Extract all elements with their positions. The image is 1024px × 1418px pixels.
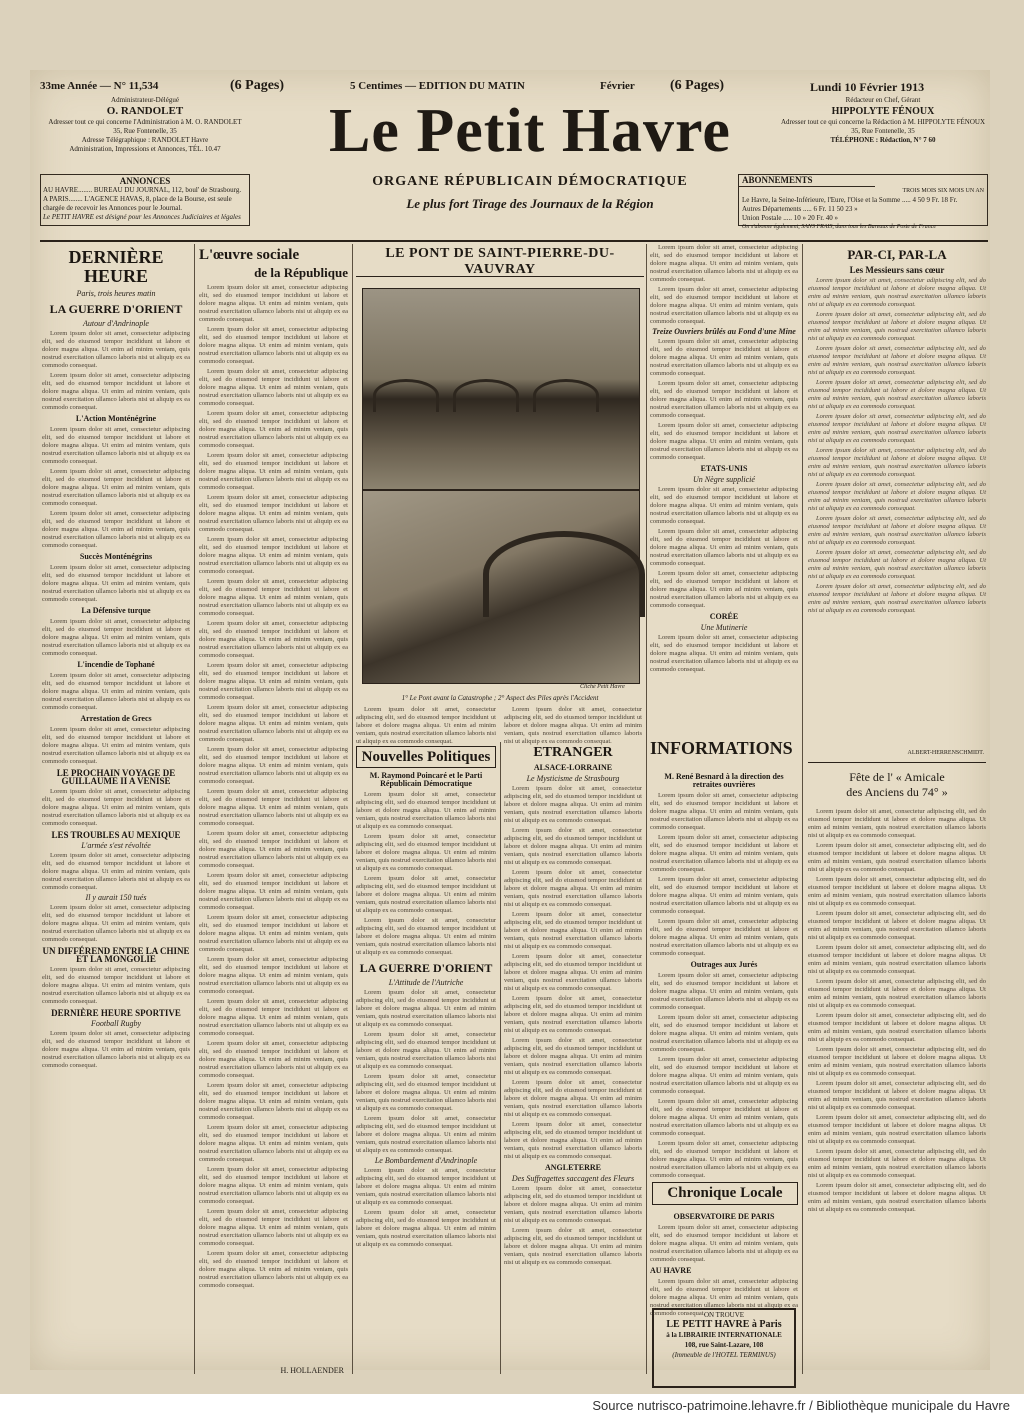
article-text: Lorem ipsum dolor sit amet, consectetur adipiscing elit, sed do eiusmod tempor incididunt ut labore et dolore magna aliqua. Ut enim ad minim veniam, quis nostrud exercitation ullamco laboris nisi ut aliquip ex ea commodo consequat. xyxy=(199,284,348,323)
article-text: Lorem ipsum dolor sit amet, consectetur adipiscing elit, sed do eiusmod tempor incididunt ut labore et dolore magna aliqua. Ut enim ad minim veniam, quis nostrud exercitation ullamco laboris nisi ut aliquip ex ea commodo consequat. xyxy=(42,510,190,549)
article-text: Lorem ipsum dolor sit amet, consectetur adipiscing elit, sed do eiusmod tempor incididunt ut labore et dolore magna aliqua. Ut enim ad minim veniam, quis nostrud exercitation ullamco laboris nisi ut aliquip ex ea commodo consequat. xyxy=(650,286,798,325)
article-subtitle: Autour d'Andrinople xyxy=(83,319,149,328)
admin-line: Adresser tout ce qui concerne l'Administration à M. O. RANDOLET xyxy=(48,118,242,126)
redaction-phone: TÉLÉPHONE : Rédaction, N° 7 60 xyxy=(830,136,936,144)
section-header: ETRANGER xyxy=(533,745,613,760)
article-text: Lorem ipsum dolor sit amet, consectetur adipiscing elit, sed do eiusmod tempor incididunt ut labore et dolore magna aliqua. Ut enim ad minim veniam, quis nostrud exercitation ullamco laboris nisi ut aliquip ex ea commodo consequat. xyxy=(650,422,798,461)
redaction-role: Rédacteur en Chef, Gérant xyxy=(845,96,921,104)
article-subtitle: Arrestation de Grecs xyxy=(80,714,152,723)
bridge-photo-after xyxy=(362,490,640,684)
column-informations xyxy=(650,770,798,1180)
article-text: Lorem ipsum dolor sit amet, consectetur adipiscing elit, sed do eiusmod tempor incididunt ut labore et dolore magna aliqua. Ut enim ad minim veniam, quis nostrud exercitation ullamco laboris nisi ut aliquip ex ea commodo consequat. xyxy=(199,830,348,869)
annonces-header: ANNONCES xyxy=(119,176,171,186)
column-derniere-heure xyxy=(42,244,190,1379)
redaction-line: 35, Rue Fontenelle, 35 xyxy=(851,127,915,135)
column-par-ci-par-la xyxy=(808,244,986,744)
article-text: Lorem ipsum dolor sit amet, consectetur adipiscing elit, sed do eiusmod tempor incididunt ut labore et dolore magna aliqua. Ut enim ad minim veniam, quis nostrud exercitation ullamco laboris nisi ut aliquip ex ea commodo consequat. xyxy=(504,911,642,950)
masthead-rule xyxy=(40,240,988,242)
bridge-text-right xyxy=(504,706,642,745)
article-text: Lorem ipsum dolor sit amet, consectetur adipiscing elit, sed do eiusmod tempor incididunt ut labore et dolore magna aliqua. Ut enim ad minim veniam, quis nostrud exercitation ullamco laboris nisi ut aliquip ex ea commodo consequat. xyxy=(650,1098,798,1137)
column-amicale xyxy=(808,808,986,1374)
article-text: Lorem ipsum dolor sit amet, consectetur adipiscing elit, sed do eiusmod tempor incididunt ut labore et dolore magna aliqua. Ut enim ad minim veniam, quis nostrud exercitation ullamco laboris nisi ut aliquip ex ea commodo consequat. xyxy=(808,1080,986,1111)
article-title: CORÉE xyxy=(709,612,739,621)
article-text: Lorem ipsum dolor sit amet, consectetur adipiscing elit, sed do eiusmod tempor incididunt ut labore et dolore magna aliqua. Ut enim ad minim veniam, quis nostrud exercitation ullamco laboris nisi ut aliquip ex ea commodo consequat. xyxy=(650,244,798,283)
photo-caption: 1° Le Pont avant la Catastrophe ; 2° Aspect des Piles après l'Accident xyxy=(401,694,599,702)
article-text: Lorem ipsum dolor sit amet, consectetur adipiscing elit, sed do eiusmod tempor incididunt ut labore et dolore magna aliqua. Ut enim ad minim veniam, quis nostrud exercitation ullamco laboris nisi ut aliquip ex ea commodo consequat. xyxy=(504,1121,642,1160)
section-rule xyxy=(808,762,986,763)
article-text: Lorem ipsum dolor sit amet, consectetur adipiscing elit, sed do eiusmod tempor incididunt ut labore et dolore magna aliqua. Ut enim ad minim veniam, quis nostrud exercitation ullamco laboris nisi ut aliquip ex ea commodo consequat. xyxy=(504,1185,642,1224)
article-subtitle: L'armée s'est révoltée xyxy=(81,841,151,850)
article-subtitle: Le Bombardement d'Andrinople xyxy=(374,1156,478,1165)
article-text: Lorem ipsum dolor sit amet, consectetur adipiscing elit, sed do eiusmod tempor incididunt ut labore et dolore magna aliqua. Ut enim ad minim veniam, quis nostrud exercitation ullamco laboris nisi ut aliquip ex ea commodo consequat. xyxy=(199,1124,348,1163)
administration-box xyxy=(40,96,250,154)
article-text: Lorem ipsum dolor sit amet, consectetur adipiscing elit, sed do eiusmod tempor incididunt ut labore et dolore magna aliqua. Ut enim ad minim veniam, quis nostrud exercitation ullamco laboris nisi ut aliquip ex ea commodo consequat. xyxy=(199,620,348,659)
article-text: Lorem ipsum dolor sit amet, consectetur adipiscing elit, sed do eiusmod tempor incididunt ut labore et dolore magna aliqua. Ut enim ad minim veniam, quis nostrud exercitation ullamco laboris nisi ut aliquip ex ea commodo consequat. xyxy=(42,672,190,711)
article-text: Lorem ipsum dolor sit amet, consectetur adipiscing elit, sed do eiusmod tempor incididunt ut labore et dolore magna aliqua. Ut enim ad minim veniam, quis nostrud exercitation ullamco laboris nisi ut aliquip ex ea commodo consequat. xyxy=(356,989,496,1028)
article-subtitle: Succès Monténégrins xyxy=(79,552,153,561)
article-text: Lorem ipsum dolor sit amet, consectetur adipiscing elit, sed do eiusmod tempor incididunt ut labore et dolore magna aliqua. Ut enim ad minim veniam, quis nostrud exercitation ullamco laboris nisi ut aliquip ex ea commodo consequat. xyxy=(42,564,190,603)
masthead xyxy=(40,96,988,246)
annonces-note: Le PETIT HAVRE est désigné pour les Annonces Judiciaires et légales xyxy=(43,213,241,221)
article-text: Lorem ipsum dolor sit amet, consectetur adipiscing elit, sed do eiusmod tempor incididunt ut labore et dolore magna aliqua. Ut enim ad minim veniam, quis nostrud exercitation ullamco laboris nisi ut aliquip ex ea commodo consequat. xyxy=(808,311,986,342)
abonnements-cols: TROIS MOIS SIX MOIS UN AN xyxy=(902,188,984,194)
article-text: Lorem ipsum dolor sit amet, consectetur adipiscing elit, sed do eiusmod tempor incididunt ut labore et dolore magna aliqua. Ut enim ad minim veniam, quis nostrud exercitation ullamco laboris nisi ut aliquip ex ea commodo consequat. xyxy=(356,706,496,745)
article-text: Lorem ipsum dolor sit amet, consectetur adipiscing elit, sed do eiusmod tempor incididunt ut labore et dolore magna aliqua. Ut enim ad minim veniam, quis nostrud exercitation ullamco laboris nisi ut aliquip ex ea commodo consequat. xyxy=(199,1250,348,1289)
abonnements-note: On s'abonne également, SANS FRAIS, dans tous les Bureaux de Poste de France xyxy=(742,224,937,230)
article-text: Lorem ipsum dolor sit amet, consectetur adipiscing elit, sed do eiusmod tempor incididunt ut labore et dolore magna aliqua. Ut enim ad minim veniam, quis nostrud exercitation ullamco laboris nisi ut aliquip ex ea commodo consequat. xyxy=(199,914,348,953)
article-text: Lorem ipsum dolor sit amet, consectetur adipiscing elit, sed do eiusmod tempor incididunt ut labore et dolore magna aliqua. Ut enim ad minim veniam, quis nostrud exercitation ullamco laboris nisi ut aliquip ex ea commodo consequat. xyxy=(808,842,986,873)
article-title: LES TROUBLES AU MEXIQUE xyxy=(51,830,181,840)
article-text: Lorem ipsum dolor sit amet, consectetur adipiscing elit, sed do eiusmod tempor incididunt ut labore et dolore magna aliqua. Ut enim ad minim veniam, quis nostrud exercitation ullamco laboris nisi ut aliquip ex ea commodo consequat. xyxy=(199,494,348,533)
article-text: Lorem ipsum dolor sit amet, consectetur adipiscing elit, sed do eiusmod tempor incididunt ut labore et dolore magna aliqua. Ut enim ad minim veniam, quis nostrud exercitation ullamco laboris nisi ut aliquip ex ea commodo consequat. xyxy=(650,380,798,419)
article-text: Lorem ipsum dolor sit amet, consectetur adipiscing elit, sed do eiusmod tempor incididunt ut labore et dolore magna aliqua. Ut enim ad minim veniam, quis nostrud exercitation ullamco laboris nisi ut aliquip ex ea commodo consequat. xyxy=(808,910,986,941)
on-trouve-title: LE PETIT HAVRE à Paris xyxy=(666,1319,782,1330)
section-header: DERNIÈRE HEURE xyxy=(68,247,164,286)
admin-name: O. RANDOLET xyxy=(106,105,184,117)
column-rule xyxy=(352,244,353,1374)
article-title: OBSERVATOIRE DE PARIS xyxy=(673,1212,775,1221)
on-trouve-label: ON TROUVE xyxy=(703,1311,745,1319)
article-text: Lorem ipsum dolor sit amet, consectetur adipiscing elit, sed do eiusmod tempor incididunt ut labore et dolore magna aliqua. Ut enim ad minim veniam, quis nostrud exercitation ullamco laboris nisi ut aliquip ex ea commodo consequat. xyxy=(42,966,190,1005)
article-text: Lorem ipsum dolor sit amet, consectetur adipiscing elit, sed do eiusmod tempor incididunt ut labore et dolore magna aliqua. Ut enim ad minim veniam, quis nostrud exercitation ullamco laboris nisi ut aliquip ex ea commodo consequat. xyxy=(808,1046,986,1077)
article-text: Lorem ipsum dolor sit amet, consectetur adipiscing elit, sed do eiusmod tempor incididunt ut labore et dolore magna aliqua. Ut enim ad minim veniam, quis nostrud exercitation ullamco laboris nisi ut aliquip ex ea commodo consequat. xyxy=(42,330,190,369)
admin-line: Adresse Télégraphique : RANDOLET Havre xyxy=(81,136,209,144)
article-text: Lorem ipsum dolor sit amet, consectetur adipiscing elit, sed do eiusmod tempor incididunt ut labore et dolore magna aliqua. Ut enim ad minim veniam, quis nostrud exercitation ullamco laboris nisi ut aliquip ex ea commodo consequat. xyxy=(808,876,986,907)
article-text: Lorem ipsum dolor sit amet, consectetur adipiscing elit, sed do eiusmod tempor incididunt ut labore et dolore magna aliqua. Ut enim ad minim veniam, quis nostrud exercitation ullamco laboris nisi ut aliquip ex ea commodo consequat. xyxy=(650,1278,798,1317)
article-text: Lorem ipsum dolor sit amet, consectetur adipiscing elit, sed do eiusmod tempor incididunt ut labore et dolore magna aliqua. Ut enim ad minim veniam, quis nostrud exercitation ullamco laboris nisi ut aliquip ex ea commodo consequat. xyxy=(808,808,986,839)
article-title: M. René Besnard à la direction des retraites ouvrières xyxy=(664,772,784,789)
article-text: Lorem ipsum dolor sit amet, consectetur adipiscing elit, sed do eiusmod tempor incididunt ut labore et dolore magna aliqua. Ut enim ad minim veniam, quis nostrud exercitation ullamco laboris nisi ut aliquip ex ea commodo consequat. xyxy=(650,972,798,1011)
article-subtitle: Il y aurait 150 tués xyxy=(85,893,147,902)
article-text: Lorem ipsum dolor sit amet, consectetur adipiscing elit, sed do eiusmod tempor incididunt ut labore et dolore magna aliqua. Ut enim ad minim veniam, quis nostrud exercitation ullamco laboris nisi ut aliquip ex ea commodo consequat. xyxy=(808,481,986,512)
newspaper-subtitle: ORGANE RÉPUBLICAIN DÉMOCRATIQUE xyxy=(372,174,688,189)
article-subtitle: AU HAVRE xyxy=(650,1266,692,1275)
on-trouve-immeuble: (Immeuble de l'HOTEL TERMINUS) xyxy=(672,1351,776,1359)
article-text: Lorem ipsum dolor sit amet, consectetur adipiscing elit, sed do eiusmod tempor incididunt ut labore et dolore magna aliqua. Ut enim ad minim veniam, quis nostrud exercitation ullamco laboris nisi ut aliquip ex ea commodo consequat. xyxy=(650,1140,798,1179)
price: 5 Centimes — EDITION DU MATIN xyxy=(350,80,525,92)
abonnements-box xyxy=(738,174,988,230)
fete-title xyxy=(812,770,982,800)
article-title: ETATS-UNIS xyxy=(700,464,748,473)
article-text: Lorem ipsum dolor sit amet, consectetur adipiscing elit, sed do eiusmod tempor incididunt ut labore et dolore magna aliqua. Ut enim ad minim veniam, quis nostrud exercitation ullamco laboris nisi ut aliquip ex ea commodo consequat. xyxy=(808,978,986,1009)
article-title: L'œuvre sociale xyxy=(199,247,300,263)
article-subtitle: L'Attitude de l'Autriche xyxy=(388,978,464,987)
admin-role: Administrateur-Délégué xyxy=(111,96,179,104)
article-text: Lorem ipsum dolor sit amet, consectetur adipiscing elit, sed do eiusmod tempor incididunt ut labore et dolore magna aliqua. Ut enim ad minim veniam, quis nostrud exercitation ullamco laboris nisi ut aliquip ex ea commodo consequat. xyxy=(808,1114,986,1145)
article-text: Lorem ipsum dolor sit amet, consectetur adipiscing elit, sed do eiusmod tempor incididunt ut labore et dolore magna aliqua. Ut enim ad minim veniam, quis nostrud exercitation ullamco laboris nisi ut aliquip ex ea commodo consequat. xyxy=(356,1167,496,1206)
pages-count-right: (6 Pages) xyxy=(670,78,725,93)
informations-header: INFORMATIONS xyxy=(650,738,793,758)
article-text: Lorem ipsum dolor sit amet, consectetur adipiscing elit, sed do eiusmod tempor incididunt ut labore et dolore magna aliqua. Ut enim ad minim veniam, quis nostrud exercitation ullamco laboris nisi ut aliquip ex ea commodo consequat. xyxy=(504,953,642,992)
article-text: Lorem ipsum dolor sit amet, consectetur adipiscing elit, sed do eiusmod tempor incididunt ut labore et dolore magna aliqua. Ut enim ad minim veniam, quis nostrud exercitation ullamco laboris nisi ut aliquip ex ea commodo consequat. xyxy=(356,791,496,830)
article-subtitle: Un Nègre supplicié xyxy=(693,475,755,484)
article-title: LA GUERRE D'ORIENT xyxy=(359,961,493,975)
article-title: Outrages aux Jurés xyxy=(690,960,758,969)
article-text: Lorem ipsum dolor sit amet, consectetur adipiscing elit, sed do eiusmod tempor incididunt ut labore et dolore magna aliqua. Ut enim ad minim veniam, quis nostrud exercitation ullamco laboris nisi ut aliquip ex ea commodo consequat. xyxy=(650,1014,798,1053)
article-text: Lorem ipsum dolor sit amet, consectetur adipiscing elit, sed do eiusmod tempor incididunt ut labore et dolore magna aliqua. Ut enim ad minim veniam, quis nostrud exercitation ullamco laboris nisi ut aliquip ex ea commodo consequat. xyxy=(650,634,798,673)
article-title: ANGLETERRE xyxy=(544,1163,601,1172)
newspaper-title: Le Petit Havre xyxy=(329,97,731,165)
article-text: Lorem ipsum dolor sit amet, consectetur adipiscing elit, sed do eiusmod tempor incididunt ut labore et dolore magna aliqua. Ut enim ad minim veniam, quis nostrud exercitation ullamco laboris nisi ut aliquip ex ea commodo consequat. xyxy=(199,956,348,995)
bridge-photo-before xyxy=(362,288,640,490)
bridge-arch xyxy=(533,379,599,412)
annonces-box xyxy=(40,174,250,226)
month: Février xyxy=(600,80,635,92)
article-text: Lorem ipsum dolor sit amet, consectetur adipiscing elit, sed do eiusmod tempor incididunt ut labore et dolore magna aliqua. Ut enim ad minim veniam, quis nostrud exercitation ullamco laboris nisi ut aliquip ex ea commodo consequat. xyxy=(650,570,798,609)
article-text: Lorem ipsum dolor sit amet, consectetur adipiscing elit, sed do eiusmod tempor incididunt ut labore et dolore magna aliqua. Ut enim ad minim veniam, quis nostrud exercitation ullamco laboris nisi ut aliquip ex ea commodo consequat. xyxy=(808,549,986,580)
article-text: Lorem ipsum dolor sit amet, consectetur adipiscing elit, sed do eiusmod tempor incididunt ut labore et dolore magna aliqua. Ut enim ad minim veniam, quis nostrud exercitation ullamco laboris nisi ut aliquip ex ea commodo consequat. xyxy=(199,1166,348,1205)
column-rule xyxy=(802,244,803,1374)
article-text: Lorem ipsum dolor sit amet, consectetur adipiscing elit, sed do eiusmod tempor incididunt ut labore et dolore magna aliqua. Ut enim ad minim veniam, quis nostrud exercitation ullamco laboris nisi ut aliquip ex ea commodo consequat. xyxy=(504,995,642,1034)
article-text: Lorem ipsum dolor sit amet, consectetur adipiscing elit, sed do eiusmod tempor incididunt ut labore et dolore magna aliqua. Ut enim ad minim veniam, quis nostrud exercitation ullamco laboris nisi ut aliquip ex ea commodo consequat. xyxy=(199,1040,348,1079)
column-rule xyxy=(500,742,501,1374)
article-text: Lorem ipsum dolor sit amet, consectetur adipiscing elit, sed do eiusmod tempor incididunt ut labore et dolore magna aliqua. Ut enim ad minim veniam, quis nostrud exercitation ullamco laboris nisi ut aliquip ex ea commodo consequat. xyxy=(199,704,348,743)
article-text: Lorem ipsum dolor sit amet, consectetur adipiscing elit, sed do eiusmod tempor incididunt ut labore et dolore magna aliqua. Ut enim ad minim veniam, quis nostrud exercitation ullamco laboris nisi ut aliquip ex ea commodo consequat. xyxy=(808,345,986,376)
article-title: LA GUERRE D'ORIENT xyxy=(49,302,183,316)
photo-credit: Cliché Petit Havre xyxy=(580,684,625,690)
article-text: Lorem ipsum dolor sit amet, consectetur adipiscing elit, sed do eiusmod tempor incididunt ut labore et dolore magna aliqua. Ut enim ad minim veniam, quis nostrud exercitation ullamco laboris nisi ut aliquip ex ea commodo consequat. xyxy=(808,1148,986,1179)
article-text: Lorem ipsum dolor sit amet, consectetur adipiscing elit, sed do eiusmod tempor incididunt ut labore et dolore magna aliqua. Ut enim ad minim veniam, quis nostrud exercitation ullamco laboris nisi ut aliquip ex ea commodo consequat. xyxy=(356,1209,496,1248)
article-text: Lorem ipsum dolor sit amet, consectetur adipiscing elit, sed do eiusmod tempor incididunt ut labore et dolore magna aliqua. Ut enim ad minim veniam, quis nostrud exercitation ullamco laboris nisi ut aliquip ex ea commodo consequat. xyxy=(504,1037,642,1076)
fete-title-line: des Anciens du 74° » xyxy=(846,785,948,799)
article-text: Lorem ipsum dolor sit amet, consectetur adipiscing elit, sed do eiusmod tempor incididunt ut labore et dolore magna aliqua. Ut enim ad minim veniam, quis nostrud exercitation ullamco laboris nisi ut aliquip ex ea commodo consequat. xyxy=(199,1208,348,1247)
article-text: Lorem ipsum dolor sit amet, consectetur adipiscing elit, sed do eiusmod tempor incididunt ut labore et dolore magna aliqua. Ut enim ad minim veniam, quis nostrud exercitation ullamco laboris nisi ut aliquip ex ea commodo consequat. xyxy=(504,1227,642,1266)
article-text: Lorem ipsum dolor sit amet, consectetur adipiscing elit, sed do eiusmod tempor incididunt ut labore et dolore magna aliqua. Ut enim ad minim veniam, quis nostrud exercitation ullamco laboris nisi ut aliquip ex ea commodo consequat. xyxy=(42,618,190,657)
article-text: Lorem ipsum dolor sit amet, consectetur adipiscing elit, sed do eiusmod tempor incididunt ut labore et dolore magna aliqua. Ut enim ad minim veniam, quis nostrud exercitation ullamco laboris nisi ut aliquip ex ea commodo consequat. xyxy=(504,1079,642,1118)
article-text: Lorem ipsum dolor sit amet, consectetur adipiscing elit, sed do eiusmod tempor incididunt ut labore et dolore magna aliqua. Ut enim ad minim veniam, quis nostrud exercitation ullamco laboris nisi ut aliquip ex ea commodo consequat. xyxy=(199,410,348,449)
article-subtitle: Une Mutinerie xyxy=(700,623,748,632)
admin-line: Administration, Impressions et Annonces, TÉL. 10.47 xyxy=(69,145,221,153)
article-text: Lorem ipsum dolor sit amet, consectetur adipiscing elit, sed do eiusmod tempor incididunt ut labore et dolore magna aliqua. Ut enim ad minim veniam, quis nostrud exercitation ullamco laboris nisi ut aliquip ex ea commodo consequat. xyxy=(42,852,190,891)
annonces-paris: A PARIS........ L'AGENCE HAVAS, 8, place de la Bourse, est seule chargée de recevoir les Annonces pour le Journal. xyxy=(43,195,232,212)
article-subtitle: Le Mysticisme de Strasbourg xyxy=(526,774,620,783)
issue-number: 33me Année — N° 11,534 xyxy=(40,80,159,92)
article-text: Lorem ipsum dolor sit amet, consectetur adipiscing elit, sed do eiusmod tempor incididunt ut labore et dolore magna aliqua. Ut enim ad minim veniam, quis nostrud exercitation ullamco laboris nisi ut aliquip ex ea commodo consequat. xyxy=(356,1031,496,1070)
article-text: Lorem ipsum dolor sit amet, consectetur adipiscing elit, sed do eiusmod tempor incididunt ut labore et dolore magna aliqua. Ut enim ad minim veniam, quis nostrud exercitation ullamco laboris nisi ut aliquip ex ea commodo consequat. xyxy=(42,426,190,465)
chronique-header: Chronique Locale xyxy=(652,1182,798,1205)
column-faits-divers xyxy=(650,244,798,734)
article-subtitle: L'incendie de Tophané xyxy=(77,660,155,669)
article-text: Lorem ipsum dolor sit amet, consectetur adipiscing elit, sed do eiusmod tempor incididunt ut labore et dolore magna aliqua. Ut enim ad minim veniam, quis nostrud exercitation ullamco laboris nisi ut aliquip ex ea commodo consequat. xyxy=(808,1182,986,1213)
column-etranger xyxy=(504,742,642,1372)
article-text: Lorem ipsum dolor sit amet, consectetur adipiscing elit, sed do eiusmod tempor incididunt ut labore et dolore magna aliqua. Ut enim ad minim veniam, quis nostrud exercitation ullamco laboris nisi ut aliquip ex ea commodo consequat. xyxy=(650,792,798,831)
admin-line: 35, Rue Fontenelle, 35 xyxy=(113,127,177,135)
article-signature: ALBERT-HERRENSCHMIDT. xyxy=(907,750,984,756)
bridge-arch xyxy=(373,379,439,412)
column-rule xyxy=(646,244,647,1374)
article-title: ALSACE-LORRAINE xyxy=(533,763,613,772)
article-text: Lorem ipsum dolor sit amet, consectetur adipiscing elit, sed do eiusmod tempor incididunt ut labore et dolore magna aliqua. Ut enim ad minim veniam, quis nostrud exercitation ullamco laboris nisi ut aliquip ex ea commodo consequat. xyxy=(650,528,798,567)
article-title: Les Messieurs sans cœur xyxy=(849,265,945,275)
abonnements-row: Le Havre, la Seine-Inférieure, l'Eure, l'Oise et la Somme ..... 4 50 9 Fr. 18 Fr. xyxy=(742,196,958,204)
article-text: Lorem ipsum dolor sit amet, consectetur adipiscing elit, sed do eiusmod tempor incididunt ut labore et dolore magna aliqua. Ut enim ad minim veniam, quis nostrud exercitation ullamco laboris nisi ut aliquip ex ea commodo consequat. xyxy=(199,368,348,407)
bridge-arch xyxy=(483,531,645,617)
on-trouve-adresse: 108, rue Saint-Lazare, 108 xyxy=(684,1341,764,1349)
article-text: Lorem ipsum dolor sit amet, consectetur adipiscing elit, sed do eiusmod tempor incididunt ut labore et dolore magna aliqua. Ut enim ad minim veniam, quis nostrud exercitation ullamco laboris nisi ut aliquip ex ea commodo consequat. xyxy=(808,277,986,308)
column-oeuvre-sociale xyxy=(199,244,348,1379)
article-subtitle: La Défensive turque xyxy=(81,606,151,615)
article-text: Lorem ipsum dolor sit amet, consectetur adipiscing elit, sed do eiusmod tempor incididunt ut labore et dolore magna aliqua. Ut enim ad minim veniam, quis nostrud exercitation ullamco laboris nisi ut aliquip ex ea commodo consequat. xyxy=(199,662,348,701)
article-title: M. Raymond Poincaré et le Parti Républicain Démocratique xyxy=(369,771,483,788)
article-text: Lorem ipsum dolor sit amet, consectetur adipiscing elit, sed do eiusmod tempor incididunt ut labore et dolore magna aliqua. Ut enim ad minim veniam, quis nostrud exercitation ullamco laboris nisi ut aliquip ex ea commodo consequat. xyxy=(650,1056,798,1095)
article-text: Lorem ipsum dolor sit amet, consectetur adipiscing elit, sed do eiusmod tempor incididunt ut labore et dolore magna aliqua. Ut enim ad minim veniam, quis nostrud exercitation ullamco laboris nisi ut aliquip ex ea commodo consequat. xyxy=(199,578,348,617)
article-text: Lorem ipsum dolor sit amet, consectetur adipiscing elit, sed do eiusmod tempor incididunt ut labore et dolore magna aliqua. Ut enim ad minim veniam, quis nostrud exercitation ullamco laboris nisi ut aliquip ex ea commodo consequat. xyxy=(650,486,798,525)
bridge-rule xyxy=(356,276,644,277)
article-text: Lorem ipsum dolor sit amet, consectetur adipiscing elit, sed do eiusmod tempor incididunt ut labore et dolore magna aliqua. Ut enim ad minim veniam, quis nostrud exercitation ullamco laboris nisi ut aliquip ex ea commodo consequat. xyxy=(808,583,986,614)
on-trouve-box xyxy=(652,1308,796,1388)
article-text: Lorem ipsum dolor sit amet, consectetur adipiscing elit, sed do eiusmod tempor incididunt ut labore et dolore magna aliqua. Ut enim ad minim veniam, quis nostrud exercitation ullamco laboris nisi ut aliquip ex ea commodo consequat. xyxy=(199,452,348,491)
redaction-box xyxy=(778,96,988,145)
column-rule xyxy=(194,244,195,1374)
article-text: Lorem ipsum dolor sit amet, consectetur adipiscing elit, sed do eiusmod tempor incididunt ut labore et dolore magna aliqua. Ut enim ad minim veniam, quis nostrud exercitation ullamco laboris nisi ut aliquip ex ea commodo consequat. xyxy=(808,515,986,546)
article-text: Lorem ipsum dolor sit amet, consectetur adipiscing elit, sed do eiusmod tempor incididunt ut labore et dolore magna aliqua. Ut enim ad minim veniam, quis nostrud exercitation ullamco laboris nisi ut aliquip ex ea commodo consequat. xyxy=(199,788,348,827)
article-text: Lorem ipsum dolor sit amet, consectetur adipiscing elit, sed do eiusmod tempor incididunt ut labore et dolore magna aliqua. Ut enim ad minim veniam, quis nostrud exercitation ullamco laboris nisi ut aliquip ex ea commodo consequat. xyxy=(650,876,798,915)
article-text: Lorem ipsum dolor sit amet, consectetur adipiscing elit, sed do eiusmod tempor incididunt ut labore et dolore magna aliqua. Ut enim ad minim veniam, quis nostrud exercitation ullamco laboris nisi ut aliquip ex ea commodo consequat. xyxy=(808,379,986,410)
bridge-text-left xyxy=(356,706,496,745)
article-text: Lorem ipsum dolor sit amet, consectetur adipiscing elit, sed do eiusmod tempor incididunt ut labore et dolore magna aliqua. Ut enim ad minim veniam, quis nostrud exercitation ullamco laboris nisi ut aliquip ex ea commodo consequat. xyxy=(42,726,190,765)
article-subtitle: Treize Ouvriers brûlés au Fond d'une Mine xyxy=(652,327,796,336)
article-text: Lorem ipsum dolor sit amet, consectetur adipiscing elit, sed do eiusmod tempor incididunt ut labore et dolore magna aliqua. Ut enim ad minim veniam, quis nostrud exercitation ullamco laboris nisi ut aliquip ex ea commodo consequat. xyxy=(42,372,190,411)
article-title: LE PROCHAIN VOYAGE DE GUILLAUME II A VENISE xyxy=(56,768,176,786)
section-header: PAR-CI, PAR-LA xyxy=(847,247,947,262)
article-text: Lorem ipsum dolor sit amet, consectetur adipiscing elit, sed do eiusmod tempor incididunt ut labore et dolore magna aliqua. Ut enim ad minim veniam, quis nostrud exercitation ullamco laboris nisi ut aliquip ex ea commodo consequat. xyxy=(42,788,190,827)
source-footer xyxy=(0,1394,1024,1418)
article-text: Lorem ipsum dolor sit amet, consectetur adipiscing elit, sed do eiusmod tempor incididunt ut labore et dolore magna aliqua. Ut enim ad minim veniam, quis nostrud exercitation ullamco laboris nisi ut aliquip ex ea commodo consequat. xyxy=(650,338,798,377)
article-text: Lorem ipsum dolor sit amet, consectetur adipiscing elit, sed do eiusmod tempor incididunt ut labore et dolore magna aliqua. Ut enim ad minim veniam, quis nostrud exercitation ullamco laboris nisi ut aliquip ex ea commodo consequat. xyxy=(808,944,986,975)
article-text: Lorem ipsum dolor sit amet, consectetur adipiscing elit, sed do eiusmod tempor incididunt ut labore et dolore magna aliqua. Ut enim ad minim veniam, quis nostrud exercitation ullamco laboris nisi ut aliquip ex ea commodo consequat. xyxy=(356,1073,496,1112)
article-text: Lorem ipsum dolor sit amet, consectetur adipiscing elit, sed do eiusmod tempor incididunt ut labore et dolore magna aliqua. Ut enim ad minim veniam, quis nostrud exercitation ullamco laboris nisi ut aliquip ex ea commodo consequat. xyxy=(650,834,798,873)
article-text: Lorem ipsum dolor sit amet, consectetur adipiscing elit, sed do eiusmod tempor incididunt ut labore et dolore magna aliqua. Ut enim ad minim veniam, quis nostrud exercitation ullamco laboris nisi ut aliquip ex ea commodo consequat. xyxy=(42,904,190,943)
pages-count: (6 Pages) xyxy=(230,78,285,93)
article-subtitle: Des Suffragettes saccagent des Fleurs xyxy=(511,1174,635,1183)
article-text: Lorem ipsum dolor sit amet, consectetur adipiscing elit, sed do eiusmod tempor incididunt ut labore et dolore magna aliqua. Ut enim ad minim veniam, quis nostrud exercitation ullamco laboris nisi ut aliquip ex ea commodo consequat. xyxy=(199,1082,348,1121)
article-text: Lorem ipsum dolor sit amet, consectetur adipiscing elit, sed do eiusmod tempor incididunt ut labore et dolore magna aliqua. Ut enim ad minim veniam, quis nostrud exercitation ullamco laboris nisi ut aliquip ex ea commodo consequat. xyxy=(650,1224,798,1263)
bridge-headline: LE PONT DE SAINT-PIERRE-DU-VAUVRAY xyxy=(385,246,615,277)
article-text: Lorem ipsum dolor sit amet, consectetur adipiscing elit, sed do eiusmod tempor incididunt ut labore et dolore magna aliqua. Ut enim ad minim veniam, quis nostrud exercitation ullamco laboris nisi ut aliquip ex ea commodo consequat. xyxy=(356,875,496,914)
article-text: Lorem ipsum dolor sit amet, consectetur adipiscing elit, sed do eiusmod tempor incididunt ut labore et dolore magna aliqua. Ut enim ad minim veniam, quis nostrud exercitation ullamco laboris nisi ut aliquip ex ea commodo consequat. xyxy=(356,833,496,872)
issue-date: Lundi 10 Février 1913 xyxy=(810,80,925,94)
article-text: Lorem ipsum dolor sit amet, consectetur adipiscing elit, sed do eiusmod tempor incididunt ut labore et dolore magna aliqua. Ut enim ad minim veniam, quis nostrud exercitation ullamco laboris nisi ut aliquip ex ea commodo consequat. xyxy=(199,536,348,575)
abonnements-row: Autres Départements ..... 6 Fr. 11 50 23 » xyxy=(742,205,858,213)
article-text: Lorem ipsum dolor sit amet, consectetur adipiscing elit, sed do eiusmod tempor incididunt ut labore et dolore magna aliqua. Ut enim ad minim veniam, quis nostrud exercitation ullamco laboris nisi ut aliquip ex ea commodo consequat. xyxy=(808,447,986,478)
article-text: Lorem ipsum dolor sit amet, consectetur adipiscing elit, sed do eiusmod tempor incididunt ut labore et dolore magna aliqua. Ut enim ad minim veniam, quis nostrud exercitation ullamco laboris nisi ut aliquip ex ea commodo consequat. xyxy=(504,827,642,866)
article-text: Lorem ipsum dolor sit amet, consectetur adipiscing elit, sed do eiusmod tempor incididunt ut labore et dolore magna aliqua. Ut enim ad minim veniam, quis nostrud exercitation ullamco laboris nisi ut aliquip ex ea commodo consequat. xyxy=(504,785,642,824)
article-title: DERNIÈRE HEURE SPORTIVE xyxy=(51,1008,181,1018)
article-text: Lorem ipsum dolor sit amet, consectetur adipiscing elit, sed do eiusmod tempor incididunt ut labore et dolore magna aliqua. Ut enim ad minim veniam, quis nostrud exercitation ullamco laboris nisi ut aliquip ex ea commodo consequat. xyxy=(199,326,348,365)
article-text: Lorem ipsum dolor sit amet, consectetur adipiscing elit, sed do eiusmod tempor incididunt ut labore et dolore magna aliqua. Ut enim ad minim veniam, quis nostrud exercitation ullamco laboris nisi ut aliquip ex ea commodo consequat. xyxy=(356,1115,496,1154)
annonces-havre: AU HAVRE........ BUREAU DU JOURNAL, 112, boul' de Strasbourg. xyxy=(43,186,242,194)
article-text: Lorem ipsum dolor sit amet, consectetur adipiscing elit, sed do eiusmod tempor incididunt ut labore et dolore magna aliqua. Ut enim ad minim veniam, quis nostrud exercitation ullamco laboris nisi ut aliquip ex ea commodo consequat. xyxy=(356,917,496,956)
article-title: UN DIFFÉREND ENTRE LA CHINE ET LA MONGOLIE xyxy=(42,946,190,964)
article-text: Lorem ipsum dolor sit amet, consectetur adipiscing elit, sed do eiusmod tempor incididunt ut labore et dolore magna aliqua. Ut enim ad minim veniam, quis nostrud exercitation ullamco laboris nisi ut aliquip ex ea commodo consequat. xyxy=(808,413,986,444)
section-header: Nouvelles Politiques xyxy=(356,746,496,768)
source-credit: Source nutrisco-patrimoine.lehavre.fr / Bibliothèque municipale du Havre xyxy=(592,1398,1010,1413)
article-subtitle: Football Rugby xyxy=(91,1019,141,1028)
on-trouve-librairie: à la LIBRAIRIE INTERNATIONALE xyxy=(666,1331,782,1339)
article-text: Lorem ipsum dolor sit amet, consectetur adipiscing elit, sed do eiusmod tempor incididunt ut labore et dolore magna aliqua. Ut enim ad minim veniam, quis nostrud exercitation ullamco laboris nisi ut aliquip ex ea commodo consequat. xyxy=(42,1030,190,1069)
article-subtitle: L'Action Monténégrine xyxy=(75,414,157,423)
section-subheader: Paris, trois heures matin xyxy=(76,289,156,298)
article-text: Lorem ipsum dolor sit amet, consectetur adipiscing elit, sed do eiusmod tempor incididunt ut labore et dolore magna aliqua. Ut enim ad minim veniam, quis nostrud exercitation ullamco laboris nisi ut aliquip ex ea commodo consequat. xyxy=(199,872,348,911)
article-text: Lorem ipsum dolor sit amet, consectetur adipiscing elit, sed do eiusmod tempor incididunt ut labore et dolore magna aliqua. Ut enim ad minim veniam, quis nostrud exercitation ullamco laboris nisi ut aliquip ex ea commodo consequat. xyxy=(650,918,798,957)
redaction-name: HIPPOLYTE FÉNOUX xyxy=(831,106,935,117)
article-title-2: de la République xyxy=(254,265,348,280)
article-text: Lorem ipsum dolor sit amet, consectetur adipiscing elit, sed do eiusmod tempor incididunt ut labore et dolore magna aliqua. Ut enim ad minim veniam, quis nostrud exercitation ullamco laboris nisi ut aliquip ex ea commodo consequat. xyxy=(808,1012,986,1043)
article-text: Lorem ipsum dolor sit amet, consectetur adipiscing elit, sed do eiusmod tempor incididunt ut labore et dolore magna aliqua. Ut enim ad minim veniam, quis nostrud exercitation ullamco laboris nisi ut aliquip ex ea commodo consequat. xyxy=(504,706,642,745)
article-text: Lorem ipsum dolor sit amet, consectetur adipiscing elit, sed do eiusmod tempor incididunt ut labore et dolore magna aliqua. Ut enim ad minim veniam, quis nostrud exercitation ullamco laboris nisi ut aliquip ex ea commodo consequat. xyxy=(199,746,348,785)
abonnements-row: Union Postale ..... 10 » 20 Fr. 40 » xyxy=(742,214,839,222)
bridge-arch xyxy=(453,379,519,412)
article-text: Lorem ipsum dolor sit amet, consectetur adipiscing elit, sed do eiusmod tempor incididunt ut labore et dolore magna aliqua. Ut enim ad minim veniam, quis nostrud exercitation ullamco laboris nisi ut aliquip ex ea commodo consequat. xyxy=(504,869,642,908)
column-politiques xyxy=(356,742,496,1372)
article-signature: H. HOLLAENDER xyxy=(280,1366,344,1375)
article-text: Lorem ipsum dolor sit amet, consectetur adipiscing elit, sed do eiusmod tempor incididunt ut labore et dolore magna aliqua. Ut enim ad minim veniam, quis nostrud exercitation ullamco laboris nisi ut aliquip ex ea commodo consequat. xyxy=(42,468,190,507)
abonnements-header: ABONNEMENTS xyxy=(739,175,875,187)
redaction-line: Adresser tout ce qui concerne la Rédaction à M. HIPPOLYTE FÉNOUX xyxy=(781,118,985,126)
newspaper-tagline: Le plus fort Tirage des Journaux de la Région xyxy=(406,196,654,211)
fete-title-line: Fête de l' « Amicale xyxy=(849,770,945,784)
article-text: Lorem ipsum dolor sit amet, consectetur adipiscing elit, sed do eiusmod tempor incididunt ut labore et dolore magna aliqua. Ut enim ad minim veniam, quis nostrud exercitation ullamco laboris nisi ut aliquip ex ea commodo consequat. xyxy=(199,998,348,1037)
